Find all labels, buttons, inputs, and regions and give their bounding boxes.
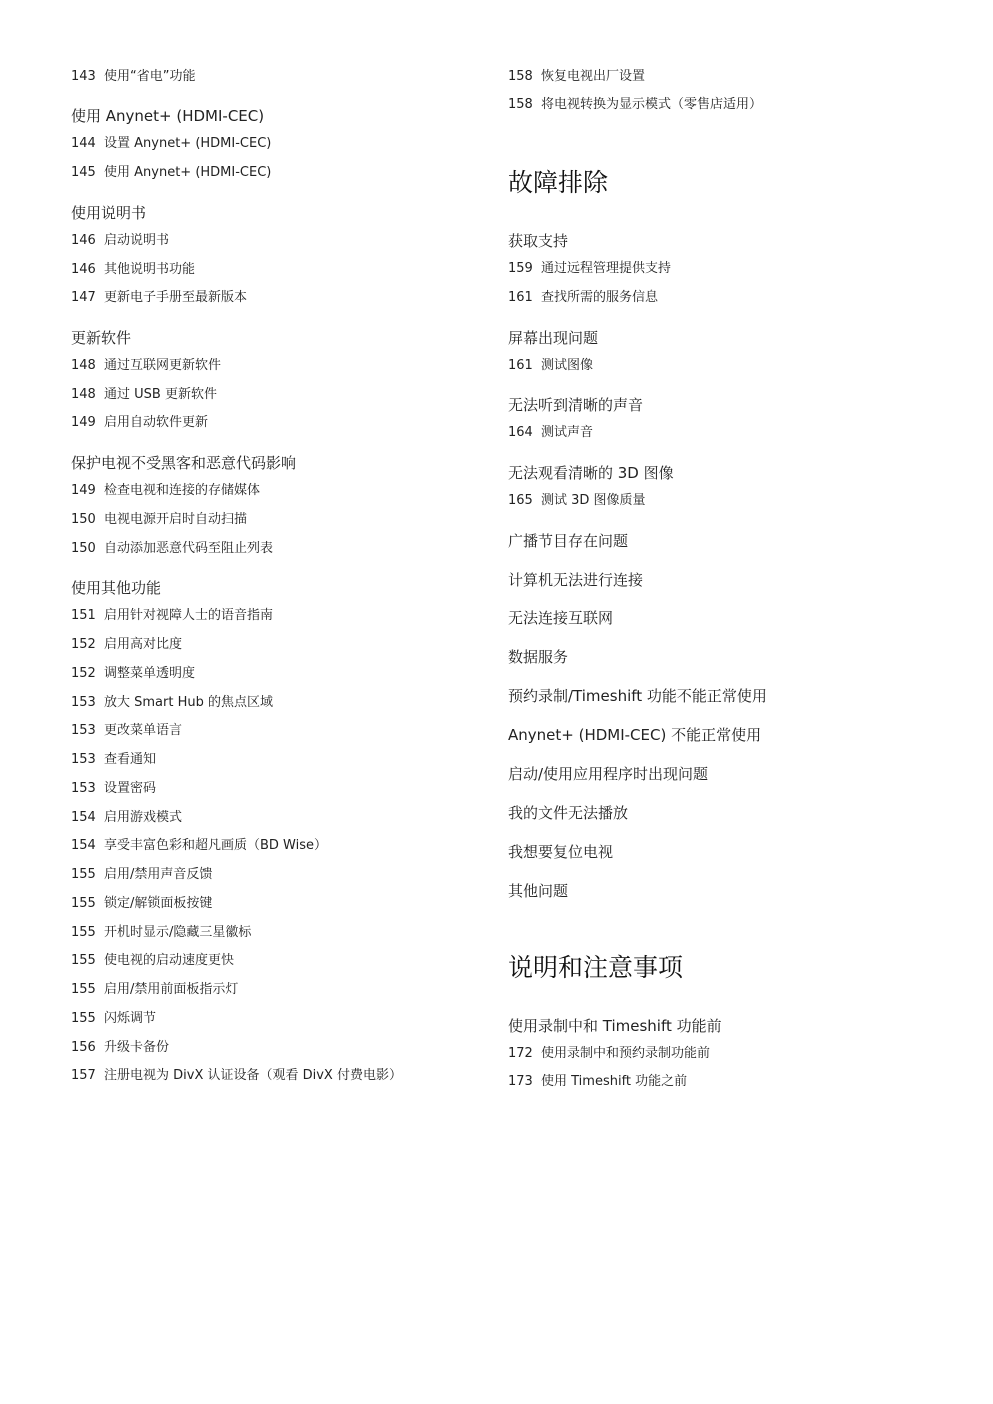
- toc-page-number: 155: [71, 982, 96, 997]
- toc-page-number: 149: [71, 415, 96, 430]
- toc-page-number: 154: [71, 838, 96, 853]
- toc-section-heading[interactable]: 数据服务: [508, 648, 569, 666]
- toc-entry-title: 启用高对比度: [104, 637, 183, 652]
- toc-page-number: 161: [508, 290, 533, 305]
- toc-page-number: 156: [71, 1040, 96, 1055]
- toc-page-number: 148: [71, 387, 96, 402]
- toc-page-number: 165: [508, 493, 533, 508]
- toc-entry-title: 查看通知: [104, 752, 157, 767]
- toc-entry[interactable]: [71, 836, 327, 856]
- toc-page-number: 155: [71, 896, 96, 911]
- toc-entry-title: 检查电视和连接的存储媒体: [104, 483, 261, 498]
- toc-entry[interactable]: [71, 980, 238, 1000]
- toc-entry[interactable]: [71, 1038, 169, 1058]
- toc-page-number: 155: [71, 867, 96, 882]
- toc-entry[interactable]: [71, 481, 260, 501]
- toc-page-number: 144: [71, 136, 96, 151]
- toc-page-number: 157: [71, 1068, 96, 1083]
- toc-entry-title: 锁定/解锁面板按键: [104, 896, 213, 911]
- toc-entry-title: 启用游戏模式: [104, 810, 183, 825]
- toc-entry-title: 放大 Smart Hub 的焦点区域: [104, 695, 273, 710]
- toc-page-number: 172: [508, 1046, 533, 1061]
- toc-section-heading[interactable]: 无法连接互联网: [508, 609, 614, 627]
- toc-page-number: 153: [71, 781, 96, 796]
- toc-entry-title: 自动添加恶意代码至阻止列表: [104, 541, 274, 556]
- toc-chapter-heading[interactable]: 故障排除: [508, 168, 609, 197]
- toc-page-number: 152: [71, 637, 96, 652]
- toc-page-number: 159: [508, 261, 533, 276]
- toc-entry[interactable]: [71, 606, 273, 626]
- toc-page-number: 153: [71, 695, 96, 710]
- toc-entry[interactable]: [71, 664, 195, 684]
- toc-entry-title: 更新电子手册至最新版本: [104, 290, 248, 305]
- toc-page-number: 153: [71, 752, 96, 767]
- toc-entry[interactable]: [71, 923, 251, 943]
- toc-page-number: 155: [71, 953, 96, 968]
- toc-entry-title: 使用“省电”功能: [104, 69, 196, 84]
- toc-entry[interactable]: [71, 808, 182, 828]
- toc-page-number: 143: [71, 69, 96, 84]
- toc-section-heading[interactable]: Anynet+ (HDMI-CEC) 不能正常使用: [508, 726, 762, 744]
- toc-entry-title: 设置 Anynet+ (HDMI-CEC): [104, 136, 272, 151]
- toc-page-number: 158: [508, 97, 533, 112]
- toc-page-number: 161: [508, 358, 533, 373]
- toc-entry[interactable]: [71, 1066, 402, 1086]
- toc-section-heading[interactable]: 广播节目存在问题: [508, 532, 629, 550]
- toc-entry-title: 测试 3D 图像质量: [541, 493, 646, 508]
- toc-entry[interactable]: [71, 163, 271, 183]
- toc-entry[interactable]: [508, 288, 658, 308]
- toc-entry-title: 测试声音: [541, 425, 594, 440]
- toc-entry-title: 开机时显示/隐藏三星徽标: [104, 925, 252, 940]
- toc-entry[interactable]: [71, 385, 217, 405]
- toc-entry[interactable]: [71, 288, 247, 308]
- toc-entry[interactable]: [71, 750, 156, 770]
- toc-entry[interactable]: [71, 231, 169, 251]
- toc-page-number: 149: [71, 483, 96, 498]
- toc-entry-title: 使用录制中和预约录制功能前: [541, 1046, 711, 1061]
- toc-entry[interactable]: [508, 95, 762, 115]
- toc-entry-title: 启用针对视障人士的语音指南: [104, 608, 274, 623]
- toc-entry[interactable]: [71, 951, 234, 971]
- toc-page-number: 146: [71, 262, 96, 277]
- toc-section-heading[interactable]: 无法听到清晰的声音: [508, 396, 644, 414]
- toc-section-heading[interactable]: 我想要复位电视: [508, 843, 614, 861]
- toc-entry[interactable]: [71, 635, 182, 655]
- toc-page-number: 152: [71, 666, 96, 681]
- toc-page-number: 158: [508, 69, 533, 84]
- toc-entry[interactable]: [71, 865, 212, 885]
- toc-chapter-heading[interactable]: 说明和注意事项: [508, 953, 684, 982]
- toc-page-number: 153: [71, 723, 96, 738]
- toc-section-heading[interactable]: 更新软件: [71, 329, 132, 347]
- toc-entry[interactable]: [71, 539, 273, 559]
- toc-page-number: 173: [508, 1074, 533, 1089]
- toc-section-heading[interactable]: 使用说明书: [71, 204, 147, 222]
- toc-page-number: 164: [508, 425, 533, 440]
- toc-entry-title: 启用自动软件更新: [104, 415, 209, 430]
- toc-page-number: 148: [71, 358, 96, 373]
- toc-entry[interactable]: [71, 413, 208, 433]
- toc-section-heading[interactable]: 预约录制/Timeshift 功能不能正常使用: [508, 687, 767, 705]
- toc-entry-title: 通过 USB 更新软件: [104, 387, 217, 402]
- toc-entry-title: 通过远程管理提供支持: [541, 261, 672, 276]
- toc-entry-title: 注册电视为 DivX 认证设备（观看 DivX 付费电影）: [104, 1068, 402, 1083]
- toc-entry-title: 闪烁调节: [104, 1011, 157, 1026]
- toc-entry[interactable]: [71, 134, 271, 154]
- toc-entry[interactable]: [508, 67, 645, 87]
- toc-page-number: 154: [71, 810, 96, 825]
- toc-section-heading[interactable]: 其他问题: [508, 882, 569, 900]
- toc-entry-title: 启用/禁用声音反馈: [104, 867, 213, 882]
- toc-entry-title: 使用 Anynet+ (HDMI-CEC): [104, 165, 272, 180]
- toc-page-number: 150: [71, 541, 96, 556]
- toc-entry[interactable]: [508, 1044, 710, 1064]
- toc-entry[interactable]: [71, 894, 212, 914]
- toc-entry[interactable]: [71, 1009, 156, 1029]
- toc-section-heading[interactable]: 保护电视不受黑客和恶意代码影响: [71, 454, 297, 472]
- toc-entry[interactable]: [71, 260, 195, 280]
- toc-entry-title: 使电视的启动速度更快: [104, 953, 235, 968]
- toc-entry[interactable]: [508, 491, 646, 511]
- toc-section-heading[interactable]: 使用其他功能: [71, 579, 162, 597]
- toc-entry[interactable]: [508, 1072, 687, 1092]
- toc-page-number: 155: [71, 925, 96, 940]
- toc-entry[interactable]: [71, 721, 182, 741]
- toc-page-number: 151: [71, 608, 96, 623]
- toc-entry-title: 其他说明书功能: [104, 262, 196, 277]
- toc-entry-title: 启动说明书: [104, 233, 170, 248]
- toc-page-number: 150: [71, 512, 96, 527]
- toc-entry-title: 将电视转换为显示模式（零售店适用）: [541, 97, 763, 112]
- toc-entry[interactable]: [71, 67, 195, 87]
- toc-entry-title: 更改菜单语言: [104, 723, 183, 738]
- toc-entry-title: 启用/禁用前面板指示灯: [104, 982, 239, 997]
- toc-entry[interactable]: [71, 693, 273, 713]
- toc-entry[interactable]: [508, 423, 593, 443]
- toc-entry-title: 恢复电视出厂设置: [541, 69, 646, 84]
- toc-section-heading[interactable]: 使用 Anynet+ (HDMI-CEC): [71, 107, 265, 125]
- toc-entry-title: 测试图像: [541, 358, 594, 373]
- toc-entry-title: 使用 Timeshift 功能之前: [541, 1074, 688, 1089]
- toc-entry[interactable]: [71, 510, 247, 530]
- toc-section-heading[interactable]: 启动/使用应用程序时出现问题: [508, 765, 709, 783]
- toc-section-heading[interactable]: 计算机无法进行连接: [508, 571, 644, 589]
- toc-entry-title: 享受丰富色彩和超凡画质（BD Wise）: [104, 838, 328, 853]
- toc-section-heading[interactable]: 屏幕出现问题: [508, 329, 599, 347]
- toc-entry[interactable]: [508, 356, 593, 376]
- toc-section-heading[interactable]: 我的文件无法播放: [508, 804, 629, 822]
- toc-entry[interactable]: [508, 259, 671, 279]
- toc-page-number: 146: [71, 233, 96, 248]
- toc-section-heading[interactable]: 使用录制中和 Timeshift 功能前: [508, 1017, 722, 1035]
- toc-entry-title: 调整菜单透明度: [104, 666, 196, 681]
- toc-entry-title: 查找所需的服务信息: [541, 290, 659, 305]
- toc-entry[interactable]: [71, 779, 156, 799]
- toc-section-heading[interactable]: 获取支持: [508, 232, 569, 250]
- toc-entry-title: 设置密码: [104, 781, 157, 796]
- toc-entry-title: 通过互联网更新软件: [104, 358, 222, 373]
- toc-page-number: 145: [71, 165, 96, 180]
- toc-entry-title: 升级卡备份: [104, 1040, 170, 1055]
- toc-page-number: 147: [71, 290, 96, 305]
- toc-entry-title: 电视电源开启时自动扫描: [104, 512, 248, 527]
- toc-page-number: 155: [71, 1011, 96, 1026]
- toc-section-heading[interactable]: 无法观看清晰的 3D 图像: [508, 464, 674, 482]
- toc-entry[interactable]: [71, 356, 221, 376]
